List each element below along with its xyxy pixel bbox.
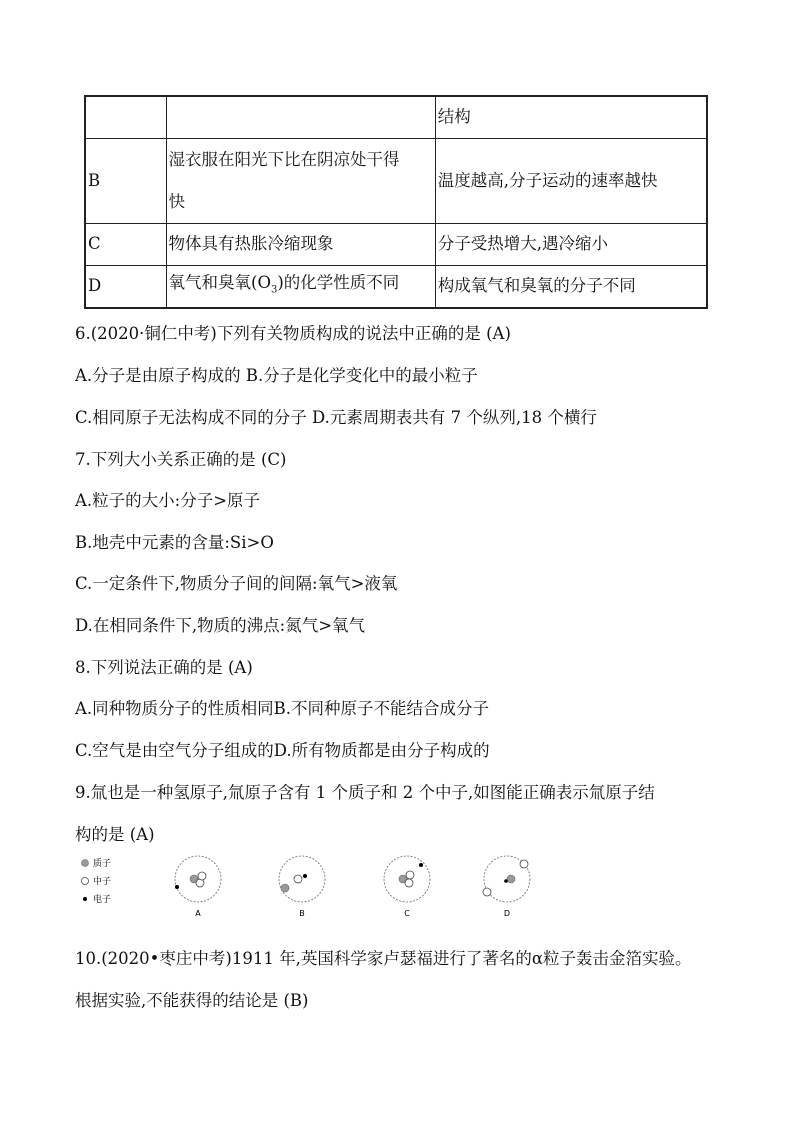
atom-diagram-a: [175, 856, 221, 918]
option-label: A: [195, 909, 201, 918]
question-7-option-a: A.粒子的大小:分子>原子: [75, 491, 261, 510]
legend-label: 电子: [93, 895, 112, 905]
question-9-line-1: 9.氚也是一种氢原子,氚原子含有 1 个质子和 2 个中子,如图能正确表示氚原子结: [75, 783, 655, 802]
question-8-options-ab: A.同种物质分子的性质相同B.不同种原子不能结合成分子: [75, 699, 490, 718]
atom-diagram-d: [483, 856, 530, 918]
legend-label: 中子: [93, 877, 112, 887]
question-7-option-c: C.一定条件下,物质分子间的间隔:氧气>液氧: [75, 574, 398, 593]
question-7: 7.下列大小关系正确的是 (C): [75, 450, 287, 469]
table-cell: D: [85, 265, 166, 308]
table-cell: 构成氧气和臭氧的分子不同: [435, 265, 707, 308]
question-10-line-2: 根据实验,不能获得的结论是 (B): [75, 991, 309, 1010]
table-cell: [85, 96, 166, 138]
cell-line: 湿衣服在阳光下比在阴凉处干得: [168, 149, 400, 169]
table-row: [85, 265, 707, 308]
subscript: 3: [270, 283, 278, 295]
question-10-line-1: 10.(2020•枣庄中考)1911 年,英国科学家卢瑟福进行了著名的α粒子轰击金箔实验。: [75, 949, 692, 968]
electron-legend-icon: [83, 897, 87, 901]
table-cell: 温度越高,分子运动的速率越快: [435, 138, 707, 223]
option-label: B: [299, 909, 305, 918]
question-7-option-d: D.在相同条件下,物质的沸点:氮气>氧气: [75, 616, 366, 635]
cell-text: 氧气和臭氧(O: [168, 272, 271, 292]
table-row: [85, 138, 707, 223]
table-cell: B: [85, 138, 166, 223]
table-cell: [166, 265, 435, 308]
table-row: [85, 223, 707, 265]
question-8: 8.下列说法正确的是 (A): [75, 658, 253, 677]
answer-table: [84, 95, 708, 309]
table-cell: [166, 138, 435, 223]
table-cell: 结构: [435, 96, 707, 138]
cell-line: 快: [168, 191, 186, 211]
atom-diagram-b: [279, 856, 325, 918]
proton-legend-icon: [82, 860, 89, 867]
question-6-options-ab: A.分子是由原子构成的 B.分子是化学变化中的最小粒子: [75, 366, 478, 385]
question-9-line-2: 构的是 (A): [75, 825, 155, 844]
legend-label: 质子: [93, 859, 112, 869]
option-label: C: [404, 909, 410, 918]
question-6: 6.(2020·铜仁中考)下列有关物质构成的说法中正确的是 (A): [75, 324, 511, 343]
table-cell: [166, 96, 435, 138]
question-6-options-cd: C.相同原子无法构成不同的分子 D.元素周期表共有 7 个纵列,18 个横行: [75, 408, 597, 427]
table-cell: 分子受热增大,遇冷缩小: [435, 223, 707, 265]
neutron-legend-icon: [82, 878, 89, 885]
table-cell: C: [85, 223, 166, 265]
question-7-option-b: B.地壳中元素的含量:Si>O: [75, 533, 274, 552]
table-row: [85, 96, 707, 138]
figure-legend: [82, 857, 112, 905]
cell-text: )的化学性质不同: [277, 272, 400, 292]
question-8-options-cd: C.空气是由空气分子组成的D.所有物质都是由分子构成的: [75, 741, 490, 760]
atom-diagram-c: [384, 856, 430, 918]
option-label: D: [503, 909, 511, 918]
table-cell: 物体具有热胀冷缩现象: [166, 223, 435, 265]
tritium-atom-figure: [75, 855, 555, 923]
